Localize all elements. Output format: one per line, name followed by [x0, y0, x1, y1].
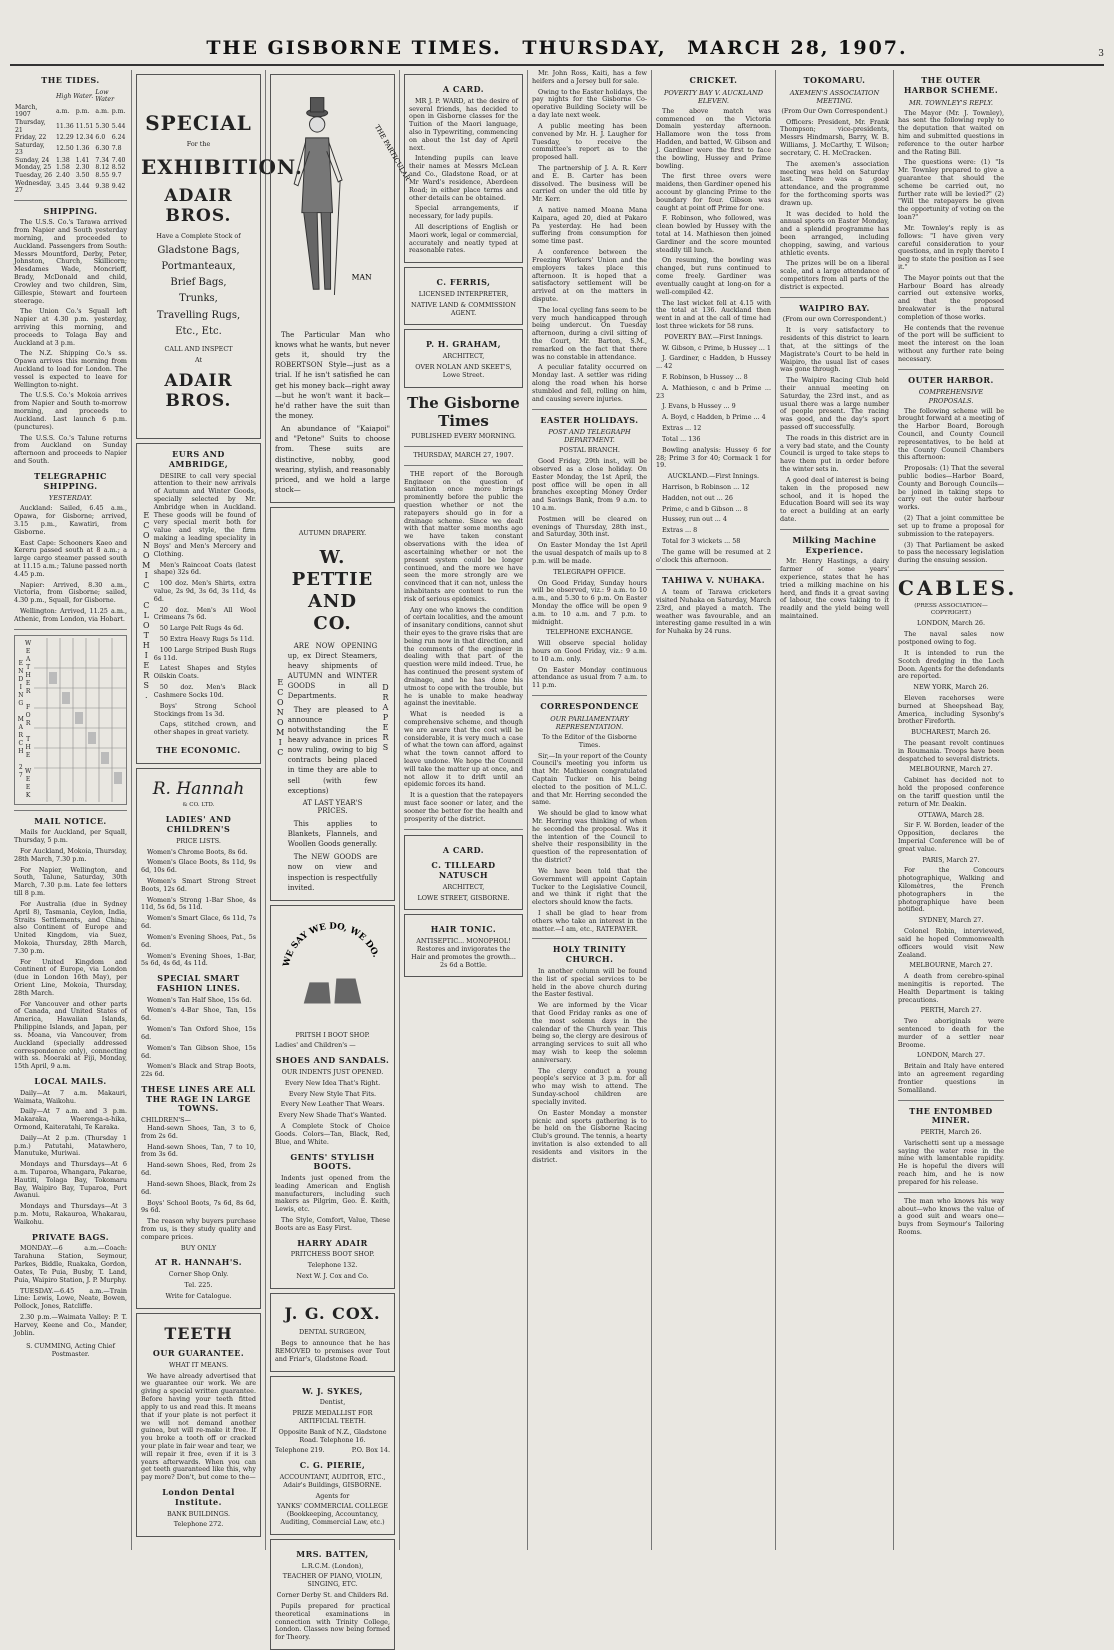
news-paragraph: Mr. John Ross, Kaiti, has a few heifers and a Jersey bull for sale. — [532, 69, 647, 85]
cricket-paragraph: The last wicket fell at 4.15 with the total at 136. Auckland then went in and at the call of time had lost three wickets for 58 runs. — [656, 298, 771, 330]
waipiro-paragraph: The roads in this district are in a very bad state, and the County Council is urged to take steps to have them put in order before the winter sets in. — [780, 433, 889, 474]
cable-item: The naval sales now postponed owing to fog. — [898, 630, 1004, 647]
cable-dateline: OTTAWA, March 28. — [917, 810, 985, 819]
news-paragraph: The partnership of J. A. R. Kerr and E. B. Carter has been dissolved. The business will be carried on under the old title by Mr. Kerr. — [532, 163, 647, 204]
tide-cell: 5.44 — [111, 122, 126, 130]
tide-cell: 3.44 — [75, 183, 90, 191]
tide-row — [14, 134, 127, 142]
cox-dentist-ad: J. G. COX. DENTAL SURGEON, Begs to announce that he has REMOVED to premises over Tout and Friar's, Gladstone Road. — [270, 1293, 395, 1372]
waipiro-paragraph: The Waipiro Racing Club held their annual meeting on Saturday, the 23rd inst., and as usual there was a large number of people present. The racing was good, and the day's sport passed off successfully. — [780, 376, 889, 431]
cable-item: For the Concours photographique, Walking and Kilomètres, the French photographers in the photographique have been notified. — [898, 866, 1004, 914]
tide-cell: March, 1907 — [15, 103, 38, 119]
cable-news — [898, 620, 1004, 1094]
telegraphic-paragraph: Napier: Arrived, 8.30 a.m., Victoria, from Gisborne; sailed, 4.30 p.m., Squall, for Gisborne. — [14, 580, 127, 605]
mail-paragraph: For Auckland, Mokoia, Thursday, 28th March, 7.30 p.m. — [14, 847, 127, 863]
price-item: Women's Evening Shoes, 1-Bar, 5s 6d, 4s 6d, 4s 11d. — [141, 951, 256, 968]
tide-cell: 9.42 — [111, 183, 126, 191]
telegraphic-news — [14, 505, 127, 623]
score-line: Total for 3 wickets ... 58 — [662, 537, 741, 545]
adair-bros-name: ADAIR BROS. — [164, 185, 233, 227]
tides-table: High Water. Low Water March, 1907 a.m. p.m. a.m. p.m. Thursday, 21 11.36 11.51 5.30 5.44 Friday, 22 12.29 12.34 6.0 6.24 Saturday, 23 12.50 1.36 6.30 7.8 Sunday, 24 1.38 1.41 7.34 7.40 Monday, 25 1.58 2.30 8.12 8.52 Tuesday, 26 2.40 3.50 8.55 9.7 Wednesday, 27 3.45 3.44 9.38 9.42 — [15, 88, 126, 195]
harbor-paragraph: The Mayor points out that the Harbour Board has already carried out extensive works, and that the proposed breakwater is the natural completion of those works. — [898, 273, 1004, 321]
score-line: Total ... 136 — [662, 434, 701, 443]
score-line: Extras ... 8 — [662, 526, 698, 535]
cable-dateline: MELBOURNE, March 27. — [909, 961, 993, 970]
ferris-card: C. FERRIS, LICENSED INTERPRETER, NATIVE LAND & COMMISSION AGENT. — [404, 267, 523, 325]
clothing-item: 50 Extra Heavy Rugs 5s 11d. — [159, 635, 255, 644]
tides-heading: THE TIDES. — [41, 75, 100, 85]
cricket-paragraph: The first three overs were maidens, then Gardiner opened his account by glancing Prime to the boundary for four. Gibson was caught at point off Prime for one. — [656, 172, 771, 212]
local-mail-paragraph: Daily—At 2 p.m. (Thursday 1 p.m.) Patutahi, Matawhero, Manutuke, Muriwai. — [14, 1133, 127, 1158]
tide-cell: 8.55 — [95, 171, 110, 179]
cable-item: A death from cerebro-spinal meningitis is reported. The Health Department is taking precautions. — [898, 972, 1004, 1004]
tide-row — [14, 164, 127, 172]
score-line: Harrison, b Robinson ... 12 — [662, 482, 750, 491]
mail-paragraph: Mails for Auckland, per Squall, Thursday, 5 p.m. — [14, 828, 127, 845]
tide-cell: a.m. — [55, 107, 70, 115]
hannah-logo: R. Hannah — [152, 778, 245, 799]
pritchard-boot-ad: WE SAY WE DO, WE DO. PRITSH I BOOT SHOP. Ladies' and Children's — SHOES AND SANDALS. OUR INDENTS JUST OPENED. Every New Idea That's Right. Every New Style That Fits. Every New Leather That Wears. Every New Shade That's Wanted. A Complete Stock of Choice Goods. Colors—Tan, Black, Red, Blue, and White. GENTS' STYLISH BOOTS. Indents just opened from the leading American and English manufacturers, including such makers as Pilgrim, Geo. E. Keith, Lewis, etc. The Style, Comfort, Value, These Boots are as Easy First. HARRY ADAIR PRITCHESS BOOT SHOP. Telephone 132. Next W. J. Cox and Co. — [270, 905, 395, 1289]
cable-dateline: MELBOURNE, March 27. — [909, 765, 993, 774]
column-5: Mr. John Ross, Kaiti, has a few heifers and a Jersey bull for sale. Owing to the Easter holidays, the pay nights for the Gisborne Co-operative Building Society will be a day late next week. A public meeting has been convened by Mr. H. J. Laugher for Tuesday, to receive the committee's report as to the proposed hall. The partnership of J. A. R. Kerr and E. B. Carter has been dissolved. The business will be carried on under the old title by Mr. Kerr. A native named Moana Mana Kaipara, aged 20, died at Pakaro Pa yesterday. He had been suffering from consumption for some time past. A conference between the Freezing Workers' Union and the employers takes place this afternoon. It is hoped that a satisfactory settlement will be arrived at on the matters in dispute. The local cycling fans seem to be very much handicapped through being undercut. On Tuesday afternoon, during a civil sitting of the Court, Mr. Barton, S.M., remarked on the fact that there was no constable in attendance. A peculiar fatality occurred on Monday last. A settler was riding along the road when his horse stumbled and fell, rolling on him, and causing severe injuries. EASTER HOLIDAYS. POST AND TELEGRAPH DEPARTMENT. POSTAL BRANCH. Good Friday, 29th inst., will be observed as a close holiday. On Easter Monday, the 1st April, the post office will be open in all branches excepting Money Order and Savings Bank, from 9 a.m. to 10 a.m. Postmen will be cleared on evenings of Thursday, 28th inst., and Saturday, 30th inst. On Easter Monday the 1st April the usual despatch of mails up to 8 p.m. will be made. TELEGRAPH OFFICE. On Good Friday, Sunday hours will be observed, viz.: 9 a.m. to 10 a.m., and 5.30 to 6 p.m. On Easter Monday the office will be open 9 a.m. to 10 a.m. and 7 p.m. to midnight. TELEPHONE EXCHANGE. Will observe special holiday hours on Good Friday, viz.: 9 a.m. to 10 a.m. only. On Easter Monday continuous attendance as usual from 7 a.m. to 11 p.m. CORRESPONDENCE OUR PARLIAMENTARY REPRESENTATION. To the Editor of the Gisborne Times. Sir,—In your report of the County Council's meeting you inform us that Mr. Mathieson congratulated Captain Tucker on his being elected to the position of M.L.C. and that Mr. Herring seconded the same. We should be glad to know what Mr. Herring was thinking of when he seconded the proposal. Was it the intention of the Council to shelve their responsibility in the question of the representation of the district? We have been told that the Government will appoint Captain Tucker to the Legislative Council, and we think it right that the electors should know the facts. I shall be glad to hear from others who take an interest in the matter.—I am, etc., RATEPAYER. HOLY TRINITY CHURCH. In another column will be found the list of special services to be held in the above church during the Easter festival. We are informed by the Vicar that Good Friday ranks as one of the most solemn days in the calendar of the Church year. This being so, the clergy are desirous of arranging services to suit all who may wish to keep the solemn anniversary. The clergy conduct a young people's service at 3 p.m. for all who may wish to attend. The Sunday-school children are specially invited. On Easter Monday a monster picnic and sports gathering is to be held on the Gisborne Racing Club's ground. The tennis, a hearty invitation is also extended to all residents and visitors in the district. — [528, 70, 652, 1550]
cricket-scorecard — [656, 345, 771, 444]
tide-row — [14, 142, 127, 157]
tide-cell: 6.0 — [95, 134, 106, 142]
clothing-item: 50 doz. Men's Black Cashmere Socks 10d. — [153, 683, 256, 699]
exhibition-item: Etc., Etc. — [175, 325, 222, 337]
tide-row — [14, 172, 127, 180]
letter-paragraph: We have been told that the Government will appoint Captain Tucker to the Legislative Council, and we think it right that the electors should know the facts. — [532, 866, 647, 907]
cable-item: Eleven racehorses were burned at Sheepshead Bay, America, including Sysonby's brother Fireforth. — [898, 693, 1004, 726]
score-line: Extras ... 12 — [662, 424, 702, 433]
easter-paragraph: Postmen will be cleared on evenings of Thursday, 28th inst., and Saturday, 30th inst. — [532, 514, 647, 539]
tide-cell: 9.38 — [95, 183, 110, 191]
tide-cell: Tuesday, 26 — [15, 171, 53, 179]
score-line: F. Robinson, b Hussey ... 8 — [662, 373, 748, 381]
tokomaru-paragraph: The axemen's association meeting was held on Saturday last. There was a good attendance, and the programme for the forthcoming sports was drawn up. — [780, 159, 889, 207]
score-line: J. Evans, b Hussey ... 9 — [662, 402, 736, 411]
church-paragraph: In another column will be found the list of special services to be held in the above church during the Easter festival. — [532, 966, 647, 999]
weather-grid — [34, 638, 126, 802]
cricket-paragraph: F. Robinson, who followed, was clean bowled by Hussey with the total at 14. Mathieson then joined Gardiner and the score mounted steadily till lunch. — [656, 214, 771, 254]
letter-paragraph: I shall be glad to hear from others who take an interest in the matter.—I am, etc., RATEPAYER. — [532, 908, 647, 933]
tide-cell: Saturday, 23 — [15, 141, 45, 157]
score-line: A. Boyd, c Hadden, b Prime ... 4 — [662, 413, 766, 422]
score-line: Prime, c and b Gibson ... 8 — [662, 504, 748, 513]
batten-music-ad: MRS. BATTEN, L.R.C.M. (London), TEACHER OF PIANO, VIOLIN, SINGING, ETC. Corner Derby St. and Childers Rd. Pupils prepared for practical theoretical examinations in connection with Trinity College, London. Classes now being formed for Theory. — [270, 1539, 395, 1650]
clothing-item: 20 doz. Men's All Wool Crimeans 7s 6d. — [153, 605, 256, 622]
tide-row — [14, 180, 127, 195]
cable-item: The peasant revolt continues in Roumania. Troops have been despatched to several districts. — [898, 739, 1004, 763]
tide-cell: 12.34 — [75, 134, 94, 142]
column-3 — [266, 70, 412, 1642]
local-mails-heading: LOCAL MAILS. — [34, 1075, 107, 1086]
entombed-miner-heading: THE ENTOMBED MINER. — [909, 1105, 993, 1126]
editorial-article — [404, 471, 523, 790]
boot-line: Every New Shade That's Wanted. — [278, 1111, 387, 1120]
local-mails — [14, 1090, 127, 1227]
tide-cell: 1.36 — [75, 145, 90, 153]
cable-dateline: NEW YORK, March 26. — [913, 683, 989, 692]
holy-trinity-heading: HOLY TRINITY CHURCH. — [552, 944, 627, 965]
waipiro-paragraph: A good deal of interest is being taken in the proposed new school, and it is hoped the Education Board will see its way to erect a building at an early date. — [780, 475, 889, 523]
letter-paragraph: Sir,—In your report of the County Council's meeting you inform us that Mr. Mathieson congratulated Captain Tucker on his being elected to the position of M.L.C. and that Mr. Herring seconded the same. — [532, 751, 647, 807]
column-4: A CARD. MR J. P. WARD, at the desire of several friends, has decided to open in Gisborne classes for the Tuition of the Maori language, also in Typewriting, commencing on about the 1st day of April next. Intending pupils can leave their names at Messrs McLean and Co., Gladstone Road, or at Mr Ward's residence, Aberdeen Road; in either place terms and other details can be obtained. Special arrangements, if necessary, for lady pupils. All descriptions of English or Maori work, legal or commercial, accurately and neatly typed at reasonable rates. C. FERRIS, LICENSED INTERPRETER, NATIVE LAND & COMMISSION AGENT. P. H. GRAHAM, ARCHITECT, OVER NOLAN AND SKEET'S, Lowe Street. The Gisborne Times PUBLISHED EVERY MORNING. THURSDAY, MARCH 27, 1907. THE report of the Borough Engineer on the question of sanitation once more brings prominently before the public the question whether or not the ratepayers should go in for a drainage scheme. Since we dealt with that matter some months ago we have taken constant observations with the idea of ascertaining whether or not the present system could be longer continued, and the more we have seen the more strongly are we convinced that it can not, unless the inhabitants are content to run the risk of serious epidemics. Any one who knows the condition of certain localities, and the amount of insanitary conditions, cannot shut their eyes to the grave risks that are being run now in that direction, and the comments of the engineer in dealing with that part of the question were mild indeed. True, he has continued the present system of drainage, and he has done his utmost to cope with the trouble, but he is unable to make headway against the inevitable. What is needed is a comprehensive scheme, and though we are aware that the cost will be considerable, it is very much a case of what the town can afford, against what the town cannot afford to leave undone. We hope the Council will take the matter up at once, and not allow it to drift until an epidemic forces its hand. It is a question that the ratepayers must face sooner or later, and the sooner the better for the health and prosperity of the district. A CARD. C. TILLEARD NATUSCH ARCHITECT, LOWE STREET, GISBORNE. HAIR TONIC. ANTISEPTIC... MONOPHOL! Restores and invigorates the Hair and promotes the growth... 2s 6d a Bottle. — [400, 70, 528, 1550]
tide-cell: 2.30 — [75, 164, 90, 172]
telegraphic-paragraph: Auckland: Sailed, 6.45 a.m., Opawa, for Gisborne; arrived, 3.15 p.m., Kawatiri, from Gisborne. — [14, 504, 127, 536]
tide-cell: 7.40 — [111, 156, 126, 164]
shipping-paragraph: The N.Z. Shipping Co.'s ss. Opawa arrives this morning from Auckland to load for London. The vessel is expected to leave for Wellington to-night. — [14, 349, 127, 389]
tide-cell: 5.30 — [95, 122, 110, 130]
masthead — [10, 8, 1104, 66]
score-line: A. Mathieson, c and b Prime ... 23 — [656, 383, 771, 400]
clothing-item: 100 doz. Men's Shirts, extra value, 2s 9d, 3s 6d, 3s 11d, 4s 6d. — [153, 579, 256, 603]
boot-line: Every New Idea That's Right. — [284, 1078, 381, 1087]
price-item: Women's Smart Strong Street Boots, 12s 6d. — [141, 877, 256, 893]
exhibition-item: Travelling Rugs, — [156, 309, 241, 321]
private-bags-heading: PRIVATE BAGS. — [31, 1231, 110, 1242]
harbor-paragraph: He contends that the revenue of the port will be sufficient to meet the interest on the loan without any further rate being necessary. — [898, 323, 1004, 363]
ward-card: A CARD. MR J. P. WARD, at the desire of several friends, has decided to open in Gisborne classes for the Tuition of the Maori language, also in Typewriting, commencing on about the 1st day of April next. Intending pupils can leave their names at Messrs McLean and Co., Gladstone Road, or at Mr Ward's residence, Aberdeen Road; in either place terms and other details can be obtained. Special arrangements, if necessary, for lady pupils. All descriptions of English or Maori work, legal or commercial, accurately and neatly typed at reasonable rates. — [404, 74, 523, 263]
harbor-paragraph: Mr. Townley's reply is as follows: "I have given very careful consideration to your questions, and in reply thereto I beg to state the position as I see it." — [898, 223, 1004, 271]
column-1: THE TIDES. High Water. Low Water March, 1907 a.m. p.m. a.m. p.m. Thursday, 21 11.36 11.51 5.30 5.44 Friday, 22 12.29 12.34 6.0 6.24 Saturday, 23 12.50 1.36 6.30 7.8 Sunday, 24 1.38 1.41 7.34 7.40 Monday, 25 1.58 2.30 8.12 8.52 Tuesday, 26 2.40 3.50 8.55 9.7 Wednesday, 27 3.45 3.44 9.38 9.42 SHIPPING. The U.S.S. Co.'s Tarawa arrived from Napier and South yesterday morning, and proceeded to Auckland. Passengers from South: Messrs Mountford, Derby, Peter, Johnston, Church, Skillicorn; Mesdames Wade, Moncrieff, Brady, McDonald and child, Crowley and two children, Sim, Gillespie, Stewart and fourteen steerage. The Union Co.'s Squall left Napier at 4.30 p.m. yesterday, arriving this morning, and proceeds to Tolaga Bay and Auckland at 3 p.m. The N.Z. Shipping Co.'s ss. Opawa arrives this morning from Auckland to load for London. The vessel is expected to leave for Wellington to-night. The U.S.S. Co.'s Mokoia arrives from Napier and South to-morrow morning, and proceeds to Auckland. Last launch 6 p.m. (punctures). The U.S.S. Co.'s Talune returns from Auckland on Sunday afternoon and proceeds to Napier and South. TELEGRAPHIC SHIPPING. YESTERDAY. Auckland: Sailed, 6.45 a.m., Opawa, for Gisborne; arrived, 3.15 p.m., Kawatiri, from Gisborne. East Cape: Schooners Kaeo and Kereru passed south at 8 a.m.; a large cargo steamer passed south at 11.15 a.m.; Talune passed north 4.45 p.m. Napier: Arrived, 8.30 a.m., Victoria, from Gisborne; sailed, 4.30 p.m., Squall, for Gisborne. Wellington: Arrived, 11.25 a.m., Athenic, from London, via Hobart. WEATHER FOR THE WEEK ENDING MARCH 27 MAIL NOTICE. Mails for Auckland, per Squall, Thursday, 5 p.m. For Auckland, Mokoia, Thursday, 28th March, 7.30 p.m. For Napier, Wellington, and South, Talune, Saturday, 30th March, 7.30 p.m. Late fee letters till 8 p.m. For Australia (due in Sydney April 8), Tasmania, Ceylon, India, Straits Settlements, and China; also Continent of Europe and United Kingdom, via Suez, Mokoia, Thursday, 28th March, 7.30 p.m. For United Kingdom and Continent of Europe, via London (due in London 16th May), per Orient Line, Mokoia, Thursday, 28th March. For Vancouver and other parts of Canada, and United States of America, Hawaiian Islands, Philippine Islands, and Japan, per ss. Moana, via Vancouver, from Auckland (specially addressed correspondence only), connecting with ss. Moeraki at Fiji, Monday, 15th April, 9 a.m. LOCAL MAILS. Daily—At 7 a.m. Makauri, Waimata, Waikohu. Daily—At 7 a.m. and 3 p.m. Makaraka, Waerenga-a-hika, Ormond, Kaiteratahi, Te Karaka. Daily—At 2 p.m. (Thursday 1 p.m.) Patutahi, Matawhero, Manutuke, Muriwai. Mondays and Thursdays—At 6 a.m. Tuparoa, Whangara, Pakarae, Hautiti, Tolaga Bay, Tokomaru Bay, Waipiro Bay, Tuparoa, Port Awanui. Mondays and Thursdays—At 3 p.m. Motu, Rakauroa, Whakarau, Waikohu. PRIVATE BAGS. MONDAY.—6 a.m.—Coach: Tarahuna Station, Seymour, Parkes, Biddle, Ruakaka, Gordon, Oates, Te Puia, Busby, T. Land, Puia, Waipiro Station, J. P. Murphy. TUESDAY.—6.45 a.m.—Train Line: Lewis, Lowe, Neate, Bowen, Pollock, Jones, Ratcliffe. 2.30 p.m.—Waimata Valley: P. T. Harvey, Keene and Co., Mander, Joblin. S. CUMMING, Acting Chief Postmaster. — [10, 70, 132, 1550]
tokomaru-paragraph: Officers: President, Mr. Frank Thompson; vice-presidents, Messrs Hindmarsh, Barry, W. B. Williams, J. McCarthy, T. Wilson; secretary, C. H. McCracken. — [780, 117, 889, 157]
waipiro-paragraph: It is very satisfactory to residents of this district to learn that, at the sittings of the Magistrate's Court to be held in Waipiro, the usual list of cases was gone through. — [780, 326, 889, 374]
cricket-paragraph: On resuming, the bowling was changed, but runs continued to come freely. Gardiner was eventually caught at long-on for a well-compiled 42. — [656, 256, 771, 296]
weather-table: WEATHER FOR THE WEEK ENDING MARCH 27 — [14, 635, 127, 805]
column-7: TOKOMARU. AXEMEN'S ASSOCIATION MEETING. (From Our Own Correspondent.) Officers: President, Mr. Frank Thompson; vice-presidents, Messrs Hindmarsh, Barry, W. B. Williams, J. McCarthy, T. Wilson; secretary, C. H. McCracken. The axemen's association meeting was held on Saturday last. There was a good attendance, and the programme for the forthcoming sports was drawn up. It was decided to hold the annual sports on Easter Monday, and a splendid programme has been arranged, including chopping, sawing, and various athletic events. The prizes will be on a liberal scale, and a large attendance of competitors from all parts of the district is expected. WAIPIRO BAY. (From our own Correspondent.) It is very satisfactory to residents of this district to learn that, at the sittings of the Magistrate's Court to be held in Waipiro, the usual list of cases was gone through. The Waipiro Racing Club held their annual meeting on Saturday, the 23rd inst., and as usual there was a large number of people present. The racing was good, and the day's sport passed off successfully. The roads in this district are in a very bad state, and the County Council is urged to take steps to have them put in order before the winter sets in. A good deal of interest is being taken in the proposed new school, and it is hoped the Education Board will see its way to erect a building at an early date. Milking Machine Experience. Mr. Henry Hastings, a dairy farmer of some years' experience, states that he has tried a milking machine on his herd, and finds it a great saving of labour, the cows taking to it readily and the yield being well maintained. — [776, 70, 894, 1550]
mail-notice-heading: MAIL NOTICE. — [34, 815, 107, 826]
tide-cell: 8.52 — [111, 164, 126, 172]
tide-cell: Thursday, 21 — [15, 119, 46, 134]
harbor-paragraph: The following scheme will be brought forward at a meeting of the Harbor Board, Borough Council, and County Council representatives, to be held at the County Council Chambers this afternoon: — [898, 406, 1004, 462]
svg-text:THE PARTICULAR: THE PARTICULAR — [372, 123, 412, 182]
tide-cell: 6.30 — [95, 145, 110, 153]
news-paragraph: A peculiar fatality occurred on Monday last. A settler was riding along the road when his horse stumbled and fell, rolling on him, and causing severe injuries. — [532, 363, 647, 403]
church-paragraph: We are informed by the Vicar that Good Friday ranks as one of the most solemn days in the calendar of the Church year. This being so, the clergy are desirous of arranging services to suit all who may wish to keep the solemn anniversary. — [532, 1001, 647, 1064]
price-item: Women's Smart Glace, 6s 11d, 7s 6d. — [141, 914, 256, 931]
exhibition-item: Brief Bags, — [170, 277, 227, 289]
mail-paragraph: For United Kingdom and Continent of Europe, via London (due in London 16th May), per Orient Line, Mokoia, Thursday, 28th March. — [14, 957, 127, 997]
easter-paragraph: On Easter Monday the 1st April the usual despatch of mails up to 8 p.m. will be made. — [532, 541, 647, 565]
mail-paragraph: For Vancouver and other parts of Canada, and United States of America, Hawaiian Islands, Philippine Islands, and Japan, per ss. Moana, via Vancouver, from Auckland (specially addressed correspondence only), connecting with ss. Moeraki at Fiji, Monday, 15th April, 9 a.m. — [14, 999, 127, 1071]
waipiro-heading: WAIPIRO BAY. — [799, 302, 870, 313]
price-item: Women's Black and Strap Boots, 22s 6d. — [141, 1062, 256, 1079]
price-item: Hand-sewn Shoes, Tan, 7 to 10, from 3s 6d. — [141, 1142, 256, 1159]
adair-bros-ad: SPECIAL For the EXHIBITION. ADAIR BROS. Have a Complete Stock of Gladstone Bags, Portmanteaux, Brief Bags, Trunks, Travelling Rugs, Etc., Etc. CALL AND INSPECT At ADAIR BROS. — [136, 74, 261, 439]
cable-dateline: PERTH, March 27. — [920, 1006, 982, 1015]
tide-cell: Wednesday, 27 — [15, 179, 52, 195]
hair-tonic-ad: HAIR TONIC. ANTISEPTIC... MONOPHOL! Restores and invigorates the Hair and promotes the growth... 2s 6d a Bottle. — [404, 914, 523, 977]
harbor-paragraph: (2) That a joint committee be set up to frame a proposal for submission to the ratepayers. — [898, 514, 1004, 538]
tide-cell: 11.51 — [75, 122, 94, 130]
price-item: Women's Chrome Boots, 8s 6d. — [147, 847, 248, 856]
graham-card: P. H. GRAHAM, ARCHITECT, OVER NOLAN AND SKEET'S, Lowe Street. — [404, 329, 523, 387]
price-item: Hand-sewn Shoes, Tan, 3 to 6, from 2s 6d. — [141, 1124, 256, 1140]
london-dental-ad: TEETH OUR GUARANTEE. WHAT IT MEANS. We have already advertised that we guarantee our work. We are giving a special written guarantee. Before having your teeth fitted apply to us and read this. It means that if your plate is not perfect it we will not demand another guinea, but will re-make it free. If you broke a tooth off or cracked your plate in fair wear and tear, we will repair it free, even if it is 3 years afterwards. When you can get teeth guaranteed like this, why pay more? Don't, but come to the— London Dental Institute. BANK BUILDINGS. Telephone 272. — [136, 1313, 261, 1538]
clothing-item: Latest Shapes and Styles Oilskin Coats. — [153, 664, 256, 681]
tide-cell: p.m. — [75, 107, 90, 115]
local-mail-paragraph: Daily—At 7 a.m. Makauri, Waimata, Waikohu. — [14, 1088, 127, 1105]
outer-harbor-heading: THE OUTER HARBOR SCHEME. — [903, 75, 999, 95]
news-paragraph: A conference between the Freezing Workers' Union and the employers takes place this afternoon. It is hoped that a satisfactory settlement will be arrived at on the matters in dispute. — [532, 248, 647, 303]
svg-text:WE SAY WE DO, WE DO.: WE SAY WE DO, WE DO. — [281, 921, 381, 968]
correspondence-heading: CORRESPONDENCE — [540, 701, 639, 712]
footer-advert: The man who knows his way about—who knows the value of a good suit and wears one—buys from Seymour's Tailoring Rooms. — [898, 1196, 1004, 1236]
local-mail-paragraph: Daily—At 7 a.m. and 3 p.m. Makaraka, Waerenga-a-hika, Ormond, Kaiteratahi, Te Karaka. — [14, 1107, 127, 1131]
tide-row — [14, 119, 127, 134]
telegraphic-heading: TELEGRAPHIC SHIPPING. — [34, 470, 107, 491]
editorial-paragraph: What is needed is a comprehensive scheme, and though we are aware that the cost will be considerable, it is very much a case of what the town can afford, against what the town cannot afford to leave undone. We hope the Council will take the matter up at once, and not allow it to drift until an epidemic forces its hand. — [404, 710, 523, 789]
tide-cell: 9.7 — [111, 171, 122, 179]
local-mail-paragraph: Mondays and Thursdays—At 6 a.m. Tuparoa, Whangara, Pakarae, Hautiti, Tolaga Bay, Tokomaru Bay, Waipiro Bay, Tuparoa, Port Awanui. — [14, 1160, 127, 1200]
milking-heading: Milking Machine Experience. — [792, 534, 877, 555]
private-bag-paragraph: MONDAY.—6 a.m.—Coach: Tarahuna Station, Seymour, Parkes, Biddle, Ruakaka, Gordon, Oates, Te Puia, Busby, T. Land, Puia, Waipiro Station, J. P. Murphy. — [14, 1244, 127, 1284]
tide-cell: 12.50 — [55, 145, 74, 153]
tide-cell: 7.8 — [111, 145, 122, 153]
score-line: J. Gardiner, c Hadden, b Hussey ... 42 — [656, 354, 771, 371]
shipping-paragraph: The U.S.S. Co.'s Mokoia arrives from Napier and South to-morrow morning, and proceeds to Auckland. Last launch 6 p.m. (punctures). — [14, 391, 127, 431]
clothing-item: Caps, stitched crown, and other shapes in great variety. — [153, 720, 256, 737]
tide-cell: Monday, 25 — [15, 164, 52, 172]
mail-notice — [14, 829, 127, 1071]
shipping-paragraph: The U.S.S. Co.'s Talune returns from Auckland on Sunday afternoon and proceeds to Napier and South. — [14, 433, 127, 465]
newspaper-title: THE GISBORNE TIMES. THURSDAY, MARCH 28, 1907. — [206, 36, 908, 59]
boot-shop-illustration — [275, 913, 390, 1023]
cable-item: Britain and Italy have entered into an agreement regarding frontier questions in Somaliland. — [898, 1062, 1004, 1094]
church-paragraph: On Easter Monday a monster picnic and sports gathering is to be held on the Gisborne Racing Club's ground. The tennis, a hearty invitation is also extended to all residents and visitors in the district. — [532, 1108, 647, 1164]
score-line: W. Gibson, c Prime, b Hussey ... 1 — [662, 343, 771, 352]
exhibition-item: Portmanteaux, — [161, 261, 236, 273]
tokomaru-paragraph: It was decided to hold the annual sports on Easter Monday, and a splendid programme has been arranged, including chopping, sawing, and various athletic events. — [780, 209, 889, 257]
column-8: THE OUTER HARBOR SCHEME. MR. TOWNLEY'S REPLY. The Mayor (Mr. J. Townley), has sent the following reply to the deputation that waited on him and submitted questions in reference to the outer harbor and the Rating Bill. The questions were: (1) "Is Mr. Townley prepared to give a guarantee that should the scheme be carried out, no further rate will be levied?" (2) "Will the ratepayers be given the opportunity of voting on the loan?" Mr. Townley's reply is as follows: "I have given very careful consideration to your questions, and in reply thereto I beg to state the position as I see it." The Mayor points out that the Harbour Board has already carried out extensive works, and that the proposed breakwater is the natural completion of those works. He contends that the revenue of the port will be sufficient to meet the interest on the loan without any further rate being necessary. OUTER HARBOR. COMPREHENSIVE PROPOSALS. The following scheme will be brought forward at a meeting of the Harbor Board, Borough Council, and County Council representatives, to be held at the County Council Chambers this afternoon: Proposals: (1) That the several public bodies—Harbor Board, County and Borough Councils—be joined in taking steps to carry out the outer harbour works. (2) That a joint committee be set up to frame a proposal for submission to the ratepayers. (3) That Parliament be asked to pass the necessary legislation during the ensuing session. CABLES. (PRESS ASSOCIATION—COPYRIGHT.) LONDON, March 26. The naval sales now postponed owing to fog. It is intended to run the Scotch dredging in the Loch Doon. Agents for the defendants are reported. NEW YORK, March 26. Eleven racehorses were burned at Sheepshead Bay, America, including Sysonby's brother Fireforth. BUCHAREST, March 26. The peasant revolt continues in Roumania. Troops have been despatched to several districts. MELBOURNE, March 27. Cabinet has decided not to hold the proposed conference on the tariff question until the return of Mr. Deakin. OTTAWA, March 28. Sir F. W. Borden, leader of the Opposition, declares the Imperial Conference will be of great value. PARIS, March 27. For the Concours photographique, Walking and Kilomètres, the French photographers in the photographique have been notified. SYDNEY, March 27. Colonel Robin, interviewed, said he hoped Commonwealth officers would visit New Zealand. MELBOURNE, March 27. A death from cerebro-spinal meningitis is reported. The Health Department is taking precautions. PERTH, March 27. Two aboriginals were sentenced to death for the murder of a settler near Broome. LONDON, March 27. Britain and Italy have entered into an agreement regarding frontier questions in Somaliland. THE ENTOMBED MINER. PERTH, March 26. Varischetti sent up a message saying the water rose in the mine with lamentable rapidity. He is hopeful the divers will reach him, and he is now prepared for his release. The man who knows his way about—who knows the value of a good suit and wears one—buys from Seymour's Tailoring Rooms. — [898, 75, 1018, 1236]
tokomaru-heading: TOKOMARU. — [803, 75, 866, 85]
clothing-item: 100 Large Striped Bush Rugs 6s 11d. — [153, 645, 256, 662]
price-item: Women's Glace Boots, 8s 11d, 9s 6d, 10s 6d. — [141, 858, 256, 875]
news-paragraph: A native named Moana Mana Kaipara, aged 20, died at Pakaro Pa yesterday. He had been suffering from consumption for some time past. — [532, 206, 647, 246]
cricket-paragraph: The above match was commenced on the Victoria Domain yesterday afternoon. Hallamore won the toss from Hadden, and batted, W. Gibson and J. Gardiner were the first to face the bowling, Hussey and Prime bowling. — [656, 106, 771, 170]
tide-cell: 8.12 — [95, 164, 110, 172]
harbor-paragraph: (3) That Parliament be asked to pass the necessary legislation during the ensuing session. — [898, 540, 1004, 565]
shipping-paragraph: The U.S.S. Co.'s Tarawa arrived from Napier and South yesterday morning, and proceeded to Auckland. Passengers from South: Messrs Mountford, Derby, Peter, Johnston, Church, Skillicorn; Mesdames Wade, Moncrieff, Brady, McDonald and child, Crowley and two children, Sim, Gillespie, Stewart and fourteen steerage. — [14, 218, 127, 305]
economic-clothiers-ad: EURS AND AMBRIDGE, ECONOMIC CLOTHIERS. DESIRE to call very special attention to their new arrivals of Autumn and Winter Goods, specially selected by Mr. Ambridge when in Auckland. These goods will be found of very special merit both for value and style, the firm making a leading speciality in Boys' and Men's Mercery and Clothing. Men's Raincoat Coats (latest shape) 32s 6d. 100 doz. Men's Shirts, extra value, 2s 9d, 3s 6d, 3s 11d, 4s 6d. 20 doz. Men's All Wool Crimeans 7s 6d. 50 Large Pelt Rugs 4s 6d. 50 Extra Heavy Rugs 5s 11d. 100 Large Striped Bush Rugs 6s 11d. Latest Shapes and Styles Oilskin Coats. 50 doz. Men's Black Cashmere Socks 10d. Boys' Strong School Stockings from 1s 3d. Caps, stitched crown, and other shapes in great variety. THE ECONOMIC. — [136, 443, 261, 764]
tide-row — [14, 104, 127, 119]
cable-dateline: PARIS, March 27. — [922, 855, 980, 864]
hannah-ad: R. Hannah & CO. LTD. LADIES' AND CHILDREN'S PRICE LISTS. Women's Chrome Boots, 8s 6d. Women's Glace Boots, 8s 11d, 9s 6d, 10s 6d. Women's Smart Strong Street Boots, 12s 6d. Women's Strong 1-Bar Shoe, 4s 11d, 5s 6d, 5s 11d. Women's Smart Glace, 6s 11d, 7s 6d. Women's Evening Shoes, Pat., 5s 6d. Women's Evening Shoes, 1-Bar, 5s 6d, 4s 6d, 4s 11d. SPECIAL SMART FASHION LINES. Women's Tan Half Shoe, 15s 6d. Women's 4-Bar Shoe, Tan, 15s 6d. Women's Tan Oxford Shoe, 15s 6d. Women's Tan Gibson Shoe, 15s 6d. Women's Black and Strap Boots, 22s 6d. THESE LINES ARE ALL THE RAGE IN LARGE TOWNS. CHILDREN'S— Hand-sewn Shoes, Tan, 3 to 6, from 2s 6d. Hand-sewn Shoes, Tan, 7 to 10, from 3s 6d. Hand-sewn Shoes, Red, from 2s 6d. Hand-sewn Shoes, Black, from 2s 6d. Boys' School Boots, 7s 6d, 8s 6d, 9s 6d. The reason why buyers purchase from us, is they study quality and compare prices. BUY ONLY AT R. HANNAH'S. Corner Shop Only. Tel. 225. Write for Catalogue. — [136, 768, 261, 1309]
news-paragraph: A public meeting has been convened by Mr. H. J. Laugher for Tuesday, to receive the committee's report as to the proposed hall. — [532, 121, 647, 162]
sykes-dentist-ad: W. J. SYKES, Dentist, PRIZE MEDALLIST FOR ARTIFICIAL TEETH. Opposite Bank of N.Z., Gladstone Road. Telephone 16. Telephone 219. P.O. Box 14. C. G. PIERIE, ACCOUNTANT, AUDITOR, ETC., Adair's Buildings, GISBORNE. Agents for YANKS' COMMERCIAL COLLEGE (Bookkeeping, Accountancy, Auditing, Commercial Law, etc.) — [270, 1376, 395, 1535]
news-paragraph: Owing to the Easter holidays, the pay nights for the Gisborne Co-operative Building Society will be a day late next week. — [532, 87, 647, 120]
easter-paragraph: Good Friday, 29th inst., will be observed as a close holiday. On Easter Monday, the 1st April, the post office will be open in all branches excepting Money Order and Savings Bank, from 9 a.m. to 10 a.m. — [532, 457, 647, 512]
price-item: Hand-sewn Shoes, Black, from 2s 6d. — [141, 1179, 256, 1196]
exhibition-item: Trunks, — [179, 293, 218, 305]
editorial-masthead: The Gisborne Times — [407, 393, 520, 430]
cable-dateline: LONDON, March 26. — [917, 619, 985, 628]
cable-dateline: LONDON, March 27. — [917, 1051, 985, 1060]
shipping-heading: SHIPPING. — [43, 205, 98, 216]
postmaster-signature: S. CUMMING, Acting Chief Postmaster. — [26, 1342, 115, 1359]
tide-cell: Sunday, 24 — [15, 156, 50, 164]
pettie-ad: AUTUMN DRAPERY. ECONOMIC W. PETTIE AND CO. ARE NOW OPENING up, ex Direct Steamers, heavy shipments of AUTUMN and WINTER GOODS in all Departments. They are pleased to announce notwithstanding the heavy advance in prices now ruling, owing to big contracts being placed in time they are able to sell (with few exceptions) AT LAST YEAR'S PRICES. This applies to Blankets, Flannels, and Woollen Goods generally. The NEW GOODS are now on view and inspection is respectfully invited. DRAPERS — [270, 507, 395, 901]
cable-item: It is intended to run the Scotch dredging in the Loch Doon. Agents for the defendants are reported. — [898, 648, 1004, 681]
mail-paragraph: For Australia (due in Sydney April 8), Tasmania, Ceylon, India, Straits Settlements, and China; also Continent of Europe and United Kingdom, via Suez, Mokoia, Thursday, 28th March, 7.30 p.m. — [14, 899, 127, 955]
harbor-paragraph: The questions were: (1) "Is Mr. Townley prepared to give a guarantee that should the scheme be carried out, no further rate will be levied?" (2) "Will the ratepayers be given the opportunity of voting on the loan?" — [898, 158, 1004, 222]
local-news — [532, 70, 647, 404]
private-bags — [14, 1245, 127, 1337]
svg-text:MAN: MAN — [351, 272, 372, 282]
tide-cell: 1.38 — [55, 156, 70, 164]
cable-dateline: SYDNEY, March 27. — [918, 916, 984, 925]
cable-item: Colonel Robin, interviewed, said he hoped Commonwealth officers would visit New Zealand. — [898, 927, 1004, 959]
harbor-paragraph: Proposals: (1) That the several public bodies—Harbor Board, County and Borough Councils—be joined in taking steps to carry out the outer harbour works. — [898, 464, 1004, 512]
tide-cell: a.m. — [95, 107, 109, 115]
mail-paragraph: For Napier, Wellington, and South, Talune, Saturday, 30th March, 7.30 p.m. Late fee letters till 8 p.m. — [14, 865, 127, 898]
news-paragraph: The local cycling fans seem to be very much handicapped through being undercut. On Tuesday afternoon, during a civil sitting of the Court, Mr. Barton, S.M., remarked on the fact that there was no constable in attendance. — [532, 305, 647, 361]
cable-item: Two aboriginals were sentenced to death for the murder of a settler near Broome. — [898, 1017, 1004, 1049]
editorial-paragraph: Any one who knows the condition of certain localities, and the amount of insanitary conditions, cannot shut their eyes to the grave risks that are being run now in that direction, and the comments of the engineer in dealing with that part of the question were mild indeed. True, he has continued the present system of drainage, and he has done his utmost to cope with the trouble, but he is unable to make headway against the inevitable. — [404, 605, 523, 708]
tide-cell: 12.29 — [55, 134, 74, 142]
tide-row — [14, 157, 127, 165]
tide-cell: 2.40 — [55, 171, 70, 179]
score-line: Hussey, run out ... 4 — [662, 515, 727, 524]
boot-line: Every New Leather That Wears. — [280, 1100, 385, 1109]
tide-cell: 3.45 — [55, 183, 70, 191]
boot-line: Every New Style That Fits. — [288, 1089, 377, 1098]
cable-dateline: BUCHAREST, March 26. — [911, 728, 991, 737]
price-item: Women's Tan Oxford Shoe, 15s 6d. — [141, 1025, 256, 1041]
price-item: Boys' School Boots, 7s 6d, 8s 6d, 9s 6d. — [141, 1198, 256, 1215]
pettie-firm: W. PETTIE AND CO. — [291, 546, 374, 634]
cricket-heading: CRICKET. — [689, 75, 738, 85]
clothing-item: Men's Raincoat Coats (latest shape) 32s 6d. — [153, 560, 256, 577]
tide-cell: 3.50 — [75, 171, 90, 179]
column-2 — [132, 70, 303, 1550]
letter-paragraph: We should be glad to know what Mr. Herring was thinking of when he seconded the proposal. Was it the intention of the Council to shelve their responsibility in the question of the representation of the district? — [532, 809, 647, 865]
cable-item: Cabinet has decided not to hold the proposed conference on the tariff question until the return of Mr. Deakin. — [898, 776, 1004, 808]
harbor-paragraph: The Mayor (Mr. J. Townley), has sent the following reply to the deputation that waited on him and submitted questions in reference to the outer harbor and the Rating Bill. — [898, 108, 1004, 156]
robertson-ad: THE PARTICULAR MAN The Particular Man who knows what he wants, but never gets it, should try the ROBERTSON Style—just as a trial. If he isn't satisfied he can get his money back—right away—but he won't want it back—he'd rather have the suit than the money. An abundance of "Kaiapoi" and "Petone" Suits to choose from. These suits are distinctive, nobby, good wearing, stylish, and reasonably priced, and we hold a large stock— — [270, 74, 395, 503]
price-item: Women's Tan Half Shoe, 15s 6d. — [147, 995, 252, 1004]
local-mail-paragraph: Mondays and Thursdays—At 3 p.m. Motu, Rakauroa, Whakarau, Waikohu. — [14, 1202, 127, 1226]
column-6: CRICKET. POVERTY BAY V. AUCKLAND ELEVEN. The above match was commenced on the Victoria Domain yesterday afternoon. Hallamore won the toss from Hadden, and batted, W. Gibson and J. Gardiner were the first to face the bowling, Hussey and Prime bowling. The first three overs were maidens, then Gardiner opened his account by glancing Prime to the boundary for four. Gibson was caught at point off Prime for one. F. Robinson, who followed, was clean bowled by Hussey with the total at 14. Mathieson then joined Gardiner and the score mounted steadily till lunch. On resuming, the bowling was changed, but runs continued to come freely. Gardiner was eventually caught at long-on for a well-compiled 42. The last wicket fell at 4.15 with the total at 136. Auckland then went in and at the call of time had lost three wickets for 58 runs. POVERTY BAY.—First Innings. W. Gibson, c Prime, b Hussey ... 1 J. Gardiner, c Hadden, b Hussey ... 42 F. Robinson, b Hussey ... 8 A. Mathieson, c and b Prime ... 23 J. Evans, b Hussey ... 9 A. Boyd, c Hadden, b Prime ... 4 Extras ... 12 Total ... 136 Bowling analysis: Hussey 6 for 28; Prime 3 for 40; Cormack 1 for 19. AUCKLAND.—First Innings. Harrison, b Robinson ... 12 Hadden, not out ... 26 Prime, c and b Gibson ... 8 Hussey, run out ... 4 Extras ... 8 Total for 3 wickets ... 58 The game will be resumed at 2 o'clock this afternoon. TAHIWA V. NUHAKA. A team of Tarawa cricketers visited Nuhaka on Saturday, March 23rd, and played a match. The weather was favourable, and an interesting game resulted in a win for Nuhaka by 24 runs. — [652, 70, 776, 1550]
cables-heading: CABLES. — [898, 575, 1018, 600]
telegraphic-paragraph: Wellington: Arrived, 11.25 a.m., Athenic, from London, via Hobart. — [14, 607, 127, 623]
clothing-item: 50 Large Pelt Rugs 4s 6d. — [159, 624, 244, 633]
price-item: Hand-sewn Shoes, Red, from 2s 6d. — [141, 1161, 256, 1178]
tide-cell: 1.41 — [75, 156, 90, 164]
church-paragraph: The clergy conduct a young people's service at 3 p.m. for all who may wish to attend. The Sunday-school children are specially invited. — [532, 1066, 647, 1106]
tide-cell: 11.36 — [55, 122, 74, 130]
tide-cell: 6.24 — [111, 134, 126, 142]
tide-cell: Friday, 22 — [15, 134, 47, 142]
clothing-item: Boys' Strong School Stockings from 1s 3d. — [153, 701, 256, 718]
private-bag-paragraph: TUESDAY.—6.45 a.m.—Train Line: Lewis, Lowe, Neate, Bowen, Pollock, Jones, Ratcliffe. — [14, 1286, 127, 1311]
editorial-paragraph: THE report of the Borough Engineer on the question of sanitation once more brings prominently before the public the question whether or not the ratepayers should go in for a drainage scheme. Since we dealt with that matter some months ago we have taken constant observations with the idea of ascertaining whether or not the present system could be longer continued, and the more we have seen the more strongly are we convinced that it can not, unless the inhabitants are content to run the risk of serious epidemics. — [404, 469, 523, 603]
price-item: Women's Evening Shoes, Pat., 5s 6d. — [141, 932, 256, 949]
cable-item: Sir F. W. Borden, leader of the Opposition, declares the Imperial Conference will be of great value. — [898, 821, 1004, 853]
shipping-paragraph: The Union Co.'s Squall left Napier at 4.30 p.m. yesterday, arriving this morning, and proceeds to Tolaga Bay and Auckland at 3 p.m. — [14, 307, 127, 347]
price-item: Women's 4-Bar Shoe, Tan, 15s 6d. — [141, 1006, 256, 1023]
private-bag-paragraph: 2.30 p.m.—Waimata Valley: P. T. Harvey, Keene and Co., Mander, Joblin. — [14, 1312, 127, 1337]
telegraphic-paragraph: East Cape: Schooners Kaeo and Kereru passed south at 8 a.m.; a large cargo steamer passed south at 11.15 a.m.; Talune passed north 4.45 p.m. — [14, 538, 127, 578]
score-line: Hadden, not out ... 26 — [662, 493, 733, 502]
natusch-card: A CARD. C. TILLEARD NATUSCH ARCHITECT, LOWE STREET, GISBORNE. — [404, 835, 523, 911]
price-item: Women's Tan Gibson Shoe, 15s 6d. — [141, 1043, 256, 1060]
tide-cell: 1.58 — [55, 164, 70, 172]
shipping-news — [14, 219, 127, 465]
tide-cell: 7.34 — [95, 156, 110, 164]
tokomaru-paragraph: The prizes will be on a liberal scale, and a large attendance of competitors from all parts of the district is expected. — [780, 259, 889, 291]
easter-heading: EASTER HOLIDAYS. — [540, 414, 639, 425]
page-number: 3 — [1098, 49, 1104, 60]
tide-cell: p.m. — [111, 107, 126, 115]
exhibition-item: Gladstone Bags, — [157, 244, 240, 256]
price-item: Women's Strong 1-Bar Shoe, 4s 11d, 5s 6d, 5s 11d. — [141, 895, 256, 912]
